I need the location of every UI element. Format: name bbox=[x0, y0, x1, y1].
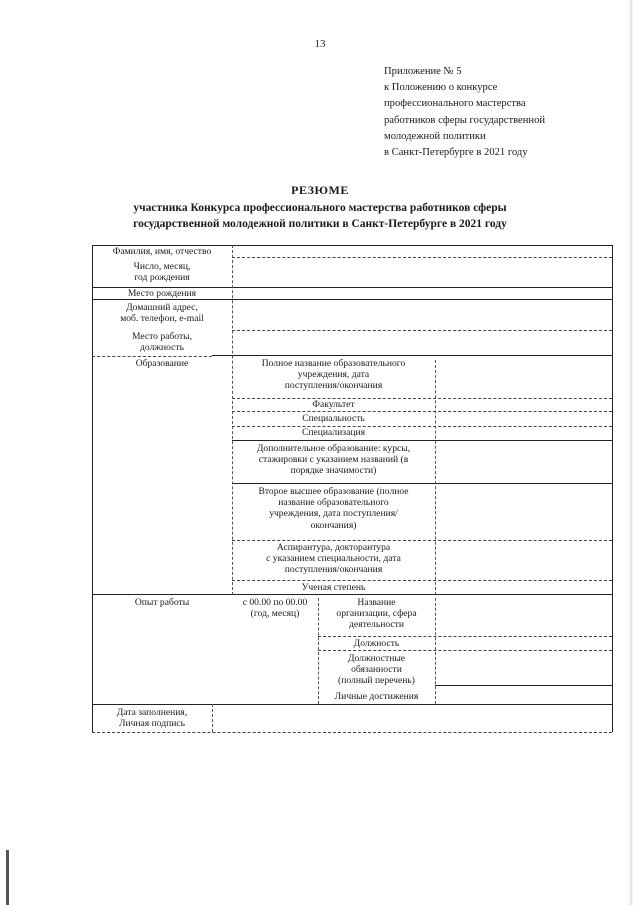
edu-degree: Ученая степень bbox=[301, 582, 366, 593]
edu-institution bbox=[232, 358, 435, 392]
label-line: стажировки с указанием названий (в bbox=[258, 454, 409, 466]
appendix-line: молодежной политики bbox=[384, 130, 486, 142]
document-title: РЕЗЮМЕ bbox=[291, 183, 349, 197]
label-line: моб. телефон, e-mail bbox=[120, 313, 204, 325]
label-line: Аспирантура, докторантура bbox=[276, 542, 391, 553]
appendix-line: в Санкт-Петербурге в 2021 году bbox=[384, 147, 528, 159]
form-line bbox=[232, 440, 612, 441]
label-line: окончания) bbox=[310, 519, 357, 531]
label-line: Второе высшее образование (полное bbox=[258, 486, 409, 497]
edu-specialization: Специализация bbox=[301, 427, 366, 438]
edu-specialty: Специальность bbox=[302, 413, 365, 424]
form-line bbox=[232, 540, 612, 541]
edu-faculty: Факультет bbox=[312, 399, 355, 410]
label-birth-date bbox=[92, 261, 232, 283]
label-line: порядке значимости) bbox=[290, 465, 377, 477]
label-contacts bbox=[92, 302, 232, 324]
label-line: Полное название образовательного bbox=[261, 358, 406, 369]
scan-mark bbox=[6, 850, 9, 905]
label-line: деятельности bbox=[349, 619, 404, 631]
form-line bbox=[232, 257, 612, 258]
label-line: поступления/окончания bbox=[284, 564, 383, 576]
form-line bbox=[232, 580, 612, 581]
label-line: Дата заполнения, bbox=[116, 707, 188, 718]
form-line bbox=[92, 704, 612, 705]
form-line bbox=[232, 483, 612, 484]
exp-period bbox=[232, 597, 318, 619]
appendix-line: профессионального мастерства bbox=[384, 98, 526, 110]
label-education: Образование bbox=[135, 358, 189, 369]
label-line: обязанности bbox=[351, 664, 402, 676]
edu-postgraduate bbox=[232, 542, 435, 576]
appendix-line: работников сферы государственной bbox=[384, 114, 546, 126]
appendix-line: к Положению о конкурсе bbox=[384, 82, 498, 94]
label-line: Дополнительное образование: курсы, bbox=[256, 443, 411, 454]
label-line: организации, сфера bbox=[336, 608, 417, 620]
subtitle-line: государственной молодежной политики в Санкт-Петербурге в 2021 году bbox=[133, 218, 507, 230]
label-line: Домашний адрес, bbox=[126, 302, 198, 313]
appendix-line: Приложение № 5 bbox=[384, 66, 462, 77]
label-line: должность bbox=[140, 342, 184, 354]
exp-position: Должность bbox=[353, 638, 400, 649]
label-line: год рождения bbox=[134, 272, 190, 284]
form-line bbox=[232, 330, 612, 331]
label-line: с указанием специальности, дата bbox=[266, 553, 401, 565]
form-line bbox=[92, 594, 612, 595]
label-line: Число, месяц, bbox=[133, 261, 191, 272]
label-line: Личная подпись bbox=[118, 718, 186, 730]
form-line bbox=[92, 732, 612, 733]
subtitle-line: участника Конкурса профессионального мастерства работников сферы bbox=[133, 202, 507, 214]
label-line: учреждения, дата bbox=[297, 369, 370, 381]
label-workplace bbox=[92, 331, 232, 353]
page-number: 13 bbox=[314, 38, 326, 50]
form-line bbox=[612, 245, 613, 732]
form-line bbox=[318, 636, 612, 637]
form-line bbox=[92, 356, 212, 357]
label-line: Место работы, bbox=[131, 331, 193, 342]
form-line bbox=[212, 704, 213, 732]
label-fill-date bbox=[92, 707, 212, 729]
form-line bbox=[435, 598, 436, 704]
label-name: Фамилия, имя, отчество bbox=[112, 246, 212, 257]
form-line bbox=[435, 360, 436, 595]
edu-second-higher bbox=[232, 486, 435, 531]
exp-achievements: Личные достижения bbox=[334, 691, 419, 702]
label-line: учреждения, дата поступления/ bbox=[269, 508, 398, 520]
label-line: (год, месяц) bbox=[250, 608, 300, 620]
exp-duties bbox=[318, 653, 435, 687]
label-line: поступления/окончания bbox=[284, 380, 383, 392]
label-line: (полный перечень) bbox=[338, 675, 415, 687]
form-line bbox=[212, 355, 612, 356]
label-line: Название bbox=[357, 597, 396, 608]
label-birth-place: Место рождения bbox=[127, 288, 197, 299]
page-edge-shadow bbox=[629, 0, 633, 905]
label-line: Должностные bbox=[347, 653, 406, 664]
form-line bbox=[232, 411, 612, 412]
label-line: с 00.00 по 00.00 bbox=[242, 597, 308, 608]
form-line bbox=[318, 650, 612, 651]
edu-additional bbox=[232, 443, 435, 477]
exp-organization bbox=[318, 597, 435, 631]
label-line: название образовательного bbox=[278, 497, 389, 509]
label-experience: Опыт работы bbox=[134, 597, 190, 608]
form-line bbox=[435, 685, 612, 686]
